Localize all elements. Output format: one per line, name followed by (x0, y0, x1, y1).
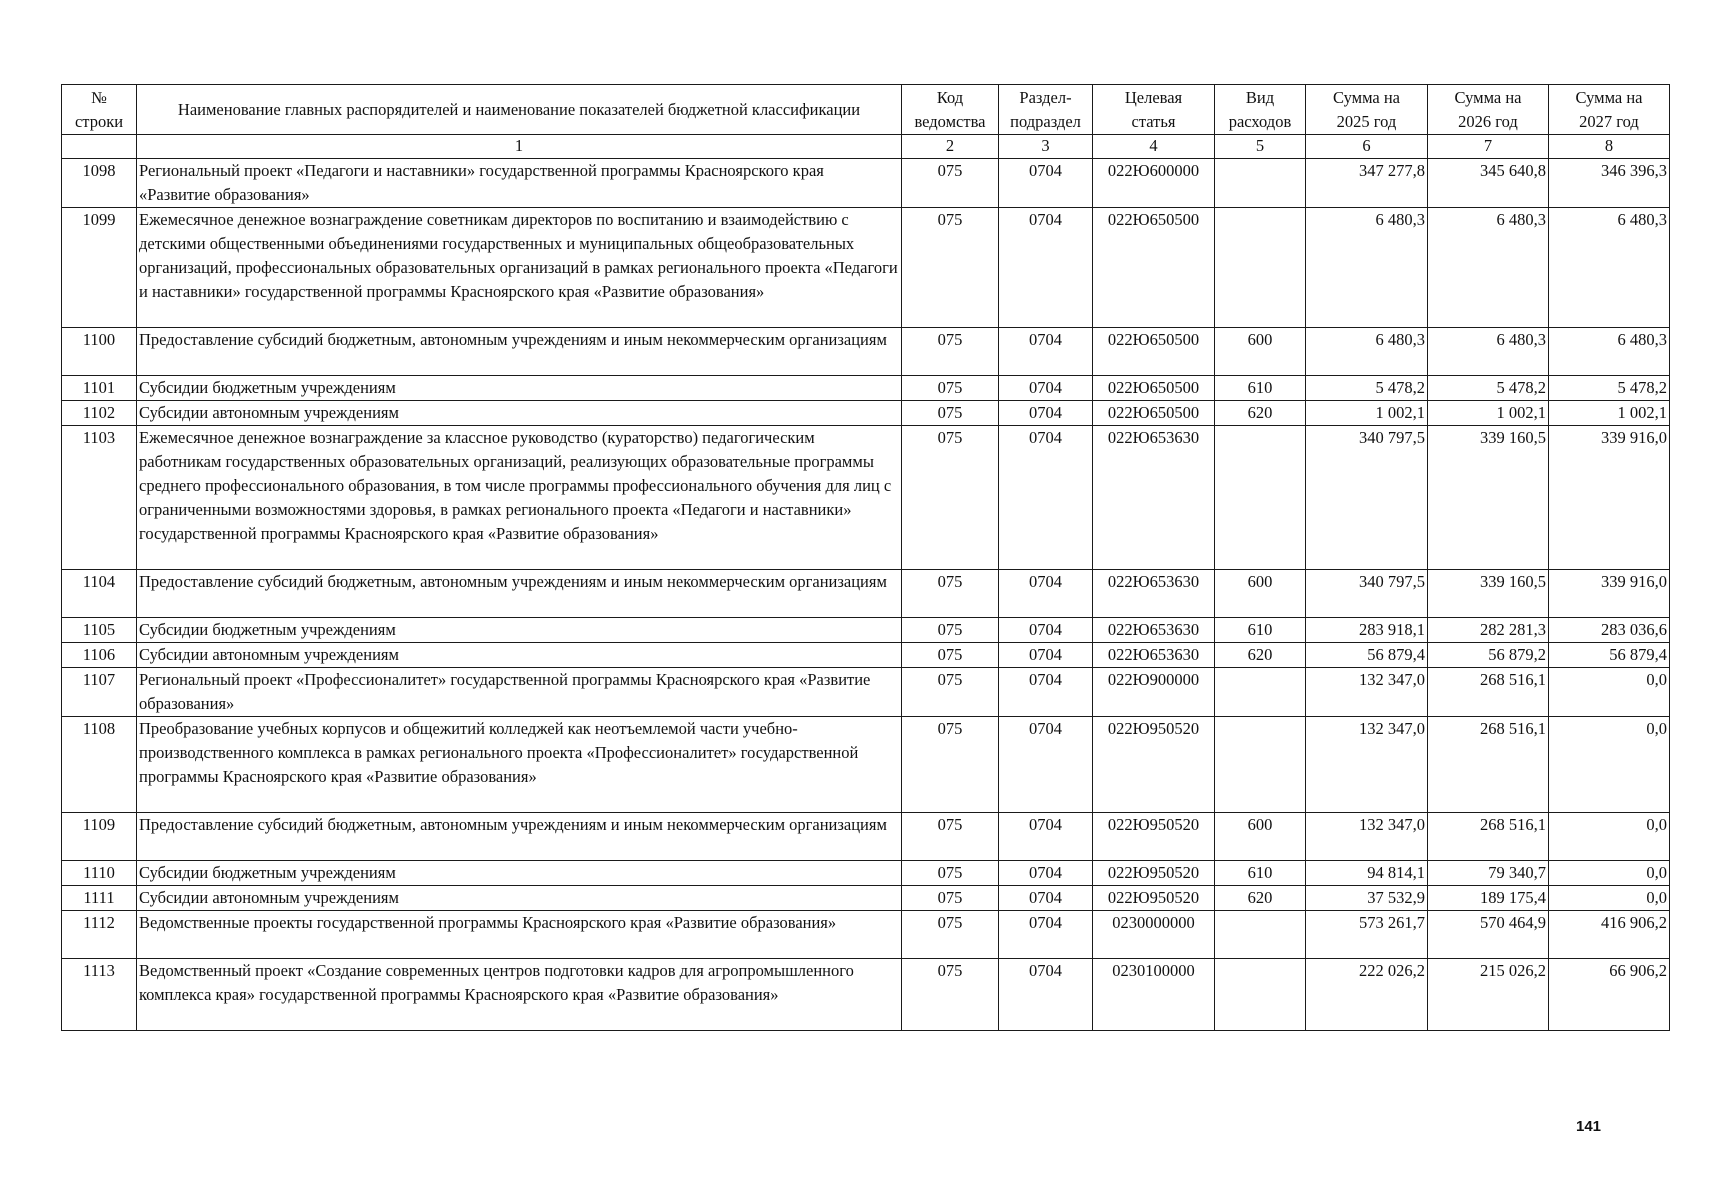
row-sum-2026: 6 480,3 (1428, 328, 1549, 376)
row-target: 022Ю653630 (1093, 426, 1215, 570)
row-sum-2027: 0,0 (1549, 668, 1670, 717)
row-sum-2027: 346 396,3 (1549, 159, 1670, 208)
row-name: Ведомственный проект «Создание современных центров подготовки кадров для агропромышленного комплекса края» государственной программы Красноярского края «Развитие образования» (137, 959, 902, 1031)
row-sum-2026: 1 002,1 (1428, 401, 1549, 426)
row-sum-2027: 0,0 (1549, 861, 1670, 886)
row-sum-2025: 347 277,8 (1306, 159, 1428, 208)
row-sum-2027: 0,0 (1549, 886, 1670, 911)
row-target: 022Ю653630 (1093, 643, 1215, 668)
row-section: 0704 (999, 886, 1093, 911)
row-sum-2027: 339 916,0 (1549, 426, 1670, 570)
row-dept-code: 075 (902, 570, 999, 618)
row-sum-2025: 222 026,2 (1306, 959, 1428, 1031)
row-section: 0704 (999, 328, 1093, 376)
row-sum-2026: 56 879,2 (1428, 643, 1549, 668)
row-dept-code: 075 (902, 618, 999, 643)
row-number: 1101 (62, 376, 137, 401)
row-sum-2025: 340 797,5 (1306, 570, 1428, 618)
column-number: 7 (1428, 135, 1549, 159)
row-sum-2027: 5 478,2 (1549, 376, 1670, 401)
row-target: 022Ю653630 (1093, 570, 1215, 618)
row-sum-2026: 282 281,3 (1428, 618, 1549, 643)
row-sum-2027: 6 480,3 (1549, 208, 1670, 328)
row-sum-2027: 339 916,0 (1549, 570, 1670, 618)
row-sum-2026: 339 160,5 (1428, 570, 1549, 618)
table-row (62, 911, 1670, 959)
row-dept-code: 075 (902, 208, 999, 328)
row-section: 0704 (999, 643, 1093, 668)
table-row (62, 328, 1670, 376)
row-section: 0704 (999, 911, 1093, 959)
row-dept-code: 075 (902, 159, 999, 208)
row-section: 0704 (999, 426, 1093, 570)
row-sum-2026: 6 480,3 (1428, 208, 1549, 328)
row-sum-2027: 56 879,4 (1549, 643, 1670, 668)
row-exp-type: 620 (1215, 886, 1306, 911)
header-name: Наименование главных распорядителей и наименование показателей бюджетной классификации (137, 85, 902, 135)
row-target: 022Ю950520 (1093, 861, 1215, 886)
row-section: 0704 (999, 861, 1093, 886)
column-number-row (62, 135, 1670, 159)
table-row (62, 717, 1670, 813)
header-sum-2027: Сумма на 2027 год (1549, 85, 1670, 135)
row-target: 022Ю653630 (1093, 618, 1215, 643)
row-target: 022Ю900000 (1093, 668, 1215, 717)
row-sum-2026: 339 160,5 (1428, 426, 1549, 570)
row-sum-2027: 66 906,2 (1549, 959, 1670, 1031)
header-exp-type: Вид расходов (1215, 85, 1306, 135)
row-sum-2025: 5 478,2 (1306, 376, 1428, 401)
row-sum-2025: 56 879,4 (1306, 643, 1428, 668)
row-exp-type: 600 (1215, 570, 1306, 618)
table-row (62, 159, 1670, 208)
page-number: 141 (1576, 1118, 1602, 1135)
row-dept-code: 075 (902, 376, 999, 401)
row-name: Региональный проект «Профессионалитет» государственной программы Красноярского края «Развитие образования» (137, 668, 902, 717)
row-section: 0704 (999, 208, 1093, 328)
row-exp-type (1215, 959, 1306, 1031)
row-name: Предоставление субсидий бюджетным, автономным учреждениям и иным некоммерческим организациям (137, 328, 902, 376)
row-dept-code: 075 (902, 717, 999, 813)
table-row (62, 813, 1670, 861)
row-sum-2025: 573 261,7 (1306, 911, 1428, 959)
row-name: Предоставление субсидий бюджетным, автономным учреждениям и иным некоммерческим организациям (137, 570, 902, 618)
row-sum-2026: 268 516,1 (1428, 717, 1549, 813)
table-row (62, 208, 1670, 328)
row-exp-type: 610 (1215, 376, 1306, 401)
table-row (62, 376, 1670, 401)
row-number: 1099 (62, 208, 137, 328)
row-dept-code: 075 (902, 643, 999, 668)
row-exp-type: 610 (1215, 618, 1306, 643)
row-section: 0704 (999, 618, 1093, 643)
header-dept-code: Код ведомства (902, 85, 999, 135)
row-sum-2027: 1 002,1 (1549, 401, 1670, 426)
row-sum-2025: 6 480,3 (1306, 208, 1428, 328)
row-section: 0704 (999, 401, 1093, 426)
row-sum-2026: 79 340,7 (1428, 861, 1549, 886)
row-number: 1110 (62, 861, 137, 886)
row-exp-type: 600 (1215, 813, 1306, 861)
row-section: 0704 (999, 376, 1093, 401)
row-target: 022Ю950520 (1093, 813, 1215, 861)
row-name: Субсидии автономным учреждениям (137, 643, 902, 668)
row-number: 1107 (62, 668, 137, 717)
row-exp-type (1215, 208, 1306, 328)
table-row (62, 570, 1670, 618)
row-sum-2025: 340 797,5 (1306, 426, 1428, 570)
row-sum-2025: 94 814,1 (1306, 861, 1428, 886)
row-name: Ежемесячное денежное вознаграждение советникам директоров по воспитанию и взаимодействию с детскими общественными объединениями государственных и муниципальных общеобразовательных организаций, профессиональных образовательных организаций в рамках регионального проекта «Педагоги и наставники» государственной программы Красноярского края «Развитие образования» (137, 208, 902, 328)
row-sum-2025: 283 918,1 (1306, 618, 1428, 643)
column-number (62, 135, 137, 159)
header-sum-2026: Сумма на 2026 год (1428, 85, 1549, 135)
row-dept-code: 075 (902, 959, 999, 1031)
row-target: 0230100000 (1093, 959, 1215, 1031)
row-exp-type: 610 (1215, 861, 1306, 886)
row-number: 1112 (62, 911, 137, 959)
row-name: Ведомственные проекты государственной программы Красноярского края «Развитие образования» (137, 911, 902, 959)
row-number: 1103 (62, 426, 137, 570)
row-number: 1111 (62, 886, 137, 911)
row-dept-code: 075 (902, 813, 999, 861)
row-sum-2026: 268 516,1 (1428, 668, 1549, 717)
row-sum-2027: 283 036,6 (1549, 618, 1670, 643)
row-target: 022Ю650500 (1093, 208, 1215, 328)
row-target: 022Ю650500 (1093, 376, 1215, 401)
row-sum-2027: 0,0 (1549, 717, 1670, 813)
row-number: 1098 (62, 159, 137, 208)
table-row (62, 861, 1670, 886)
row-exp-type (1215, 426, 1306, 570)
row-section: 0704 (999, 570, 1093, 618)
row-section: 0704 (999, 717, 1093, 813)
row-target: 022Ю650500 (1093, 328, 1215, 376)
row-name: Субсидии автономным учреждениям (137, 886, 902, 911)
table-row (62, 618, 1670, 643)
row-section: 0704 (999, 959, 1093, 1031)
row-dept-code: 075 (902, 668, 999, 717)
row-number: 1105 (62, 618, 137, 643)
row-name: Субсидии бюджетным учреждениям (137, 376, 902, 401)
row-exp-type: 600 (1215, 328, 1306, 376)
row-target: 022Ю950520 (1093, 717, 1215, 813)
table-row (62, 426, 1670, 570)
row-target: 0230000000 (1093, 911, 1215, 959)
column-number: 6 (1306, 135, 1428, 159)
row-target: 022Ю950520 (1093, 886, 1215, 911)
row-name: Ежемесячное денежное вознаграждение за классное руководство (кураторство) педагогическим работникам государственных образовательных организаций, реализующих образовательные программы среднего профессионального образования, в том числе программы профессионального обучения для лиц с ограниченными возможностями здоровья, в рамках регионального проекта «Педагоги и наставники» государственной программы Красноярского края «Развитие образования» (137, 426, 902, 570)
row-number: 1113 (62, 959, 137, 1031)
row-exp-type (1215, 159, 1306, 208)
row-sum-2027: 416 906,2 (1549, 911, 1670, 959)
row-sum-2026: 345 640,8 (1428, 159, 1549, 208)
row-sum-2025: 1 002,1 (1306, 401, 1428, 426)
row-number: 1104 (62, 570, 137, 618)
row-name: Субсидии бюджетным учреждениям (137, 618, 902, 643)
column-number: 4 (1093, 135, 1215, 159)
row-exp-type: 620 (1215, 643, 1306, 668)
row-name: Преобразование учебных корпусов и общежитий колледжей как неотъемлемой части учебно-производственного комплекса в рамках регионального проекта «Профессионалитет» государственной программы Красноярского края «Развитие образования» (137, 717, 902, 813)
row-sum-2026: 570 464,9 (1428, 911, 1549, 959)
row-sum-2025: 132 347,0 (1306, 717, 1428, 813)
table-row (62, 959, 1670, 1031)
table-row (62, 668, 1670, 717)
header-row-no: № строки (62, 85, 137, 135)
row-target: 022Ю650500 (1093, 401, 1215, 426)
column-number: 1 (137, 135, 902, 159)
row-exp-type (1215, 668, 1306, 717)
row-dept-code: 075 (902, 426, 999, 570)
row-sum-2027: 0,0 (1549, 813, 1670, 861)
row-sum-2025: 132 347,0 (1306, 813, 1428, 861)
row-sum-2026: 189 175,4 (1428, 886, 1549, 911)
row-sum-2025: 37 532,9 (1306, 886, 1428, 911)
header-section: Раздел- подраздел (999, 85, 1093, 135)
row-dept-code: 075 (902, 911, 999, 959)
header-row (62, 85, 1670, 135)
row-number: 1108 (62, 717, 137, 813)
row-sum-2026: 268 516,1 (1428, 813, 1549, 861)
row-name: Субсидии бюджетным учреждениям (137, 861, 902, 886)
table-row (62, 401, 1670, 426)
row-exp-type (1215, 911, 1306, 959)
row-name: Региональный проект «Педагоги и наставники» государственной программы Красноярского края «Развитие образования» (137, 159, 902, 208)
row-sum-2025: 6 480,3 (1306, 328, 1428, 376)
row-dept-code: 075 (902, 401, 999, 426)
row-section: 0704 (999, 668, 1093, 717)
row-dept-code: 075 (902, 861, 999, 886)
row-target: 022Ю600000 (1093, 159, 1215, 208)
column-number: 2 (902, 135, 999, 159)
row-sum-2026: 215 026,2 (1428, 959, 1549, 1031)
row-sum-2026: 5 478,2 (1428, 376, 1549, 401)
row-dept-code: 075 (902, 328, 999, 376)
column-number: 8 (1549, 135, 1670, 159)
row-number: 1109 (62, 813, 137, 861)
budget-table (61, 84, 1670, 1031)
row-name: Субсидии автономным учреждениям (137, 401, 902, 426)
row-number: 1102 (62, 401, 137, 426)
table-row (62, 643, 1670, 668)
row-exp-type (1215, 717, 1306, 813)
row-section: 0704 (999, 159, 1093, 208)
row-sum-2025: 132 347,0 (1306, 668, 1428, 717)
table-row (62, 886, 1670, 911)
row-name: Предоставление субсидий бюджетным, автономным учреждениям и иным некоммерческим организациям (137, 813, 902, 861)
row-exp-type: 620 (1215, 401, 1306, 426)
header-target: Целевая статья (1093, 85, 1215, 135)
row-number: 1106 (62, 643, 137, 668)
row-dept-code: 075 (902, 886, 999, 911)
row-sum-2027: 6 480,3 (1549, 328, 1670, 376)
column-number: 5 (1215, 135, 1306, 159)
row-section: 0704 (999, 813, 1093, 861)
row-number: 1100 (62, 328, 137, 376)
header-sum-2025: Сумма на 2025 год (1306, 85, 1428, 135)
column-number: 3 (999, 135, 1093, 159)
